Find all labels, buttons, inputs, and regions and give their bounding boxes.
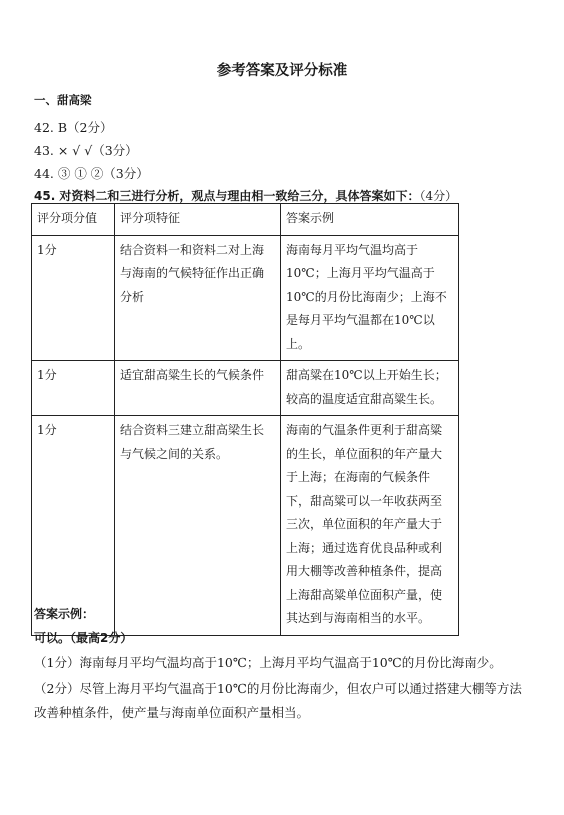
row-score: 1分 <box>32 416 115 636</box>
row-feature: 结合资料三建立甜高梁生长与气候之间的关系。 <box>115 416 281 636</box>
header-feature: 评分项特征 <box>115 204 281 236</box>
row-score: 1分 <box>32 235 115 361</box>
answer-44: 44. ③ ① ②（3分） <box>34 166 149 181</box>
row-feature: 适宜甜高粱生长的气候条件 <box>115 361 281 416</box>
table-row <box>32 361 459 416</box>
question-45 <box>34 187 457 204</box>
row-example: 海南的气温条件更利于甜高粱的生长，单位面积的年产量大于上海；在海南的气候条件下，甜高粱可以一年收获两至三次，单位面积的年产量大于上海；通过选育优良品种或利用大棚等改善种植条件，提高上海甜高粱单位面积产量，使其达到与海南相当的水平。 <box>281 416 459 636</box>
answer-42: 42. B（2分） <box>34 120 113 135</box>
scoring-table <box>31 203 459 636</box>
page-title: 参考答案及评分标准 <box>216 63 348 79</box>
answer-point-1: （1分）海南每月平均气温均高于10℃；上海月平均气温高于10℃的月份比海南少。 <box>34 655 502 670</box>
row-example: 甜高粱在10℃以上开始生长；较高的温度适宜甜高粱生长。 <box>281 361 459 416</box>
question-45-text: 45. 对资料二和三进行分析，观点与理由相一致给三分，具体答案如下： <box>34 189 420 203</box>
answer-point-2: （2分）尽管上海月平均气温高于10℃的月份比海南少，但农户可以通过搭建大棚等方法改善种植条件，使产量与海南单位面积产量相当。 <box>34 681 522 720</box>
header-example: 答案示例 <box>281 204 459 236</box>
row-score: 1分 <box>32 361 115 416</box>
section-heading: 一、甜高梁 <box>34 93 92 107</box>
table-row <box>32 416 459 636</box>
question-45-points: （4分） <box>419 189 458 203</box>
table-header-row <box>32 204 459 236</box>
answer-conclusion: 可以。（最高2分） <box>34 631 133 645</box>
answer-43: 43. × √ √（3分） <box>34 143 138 158</box>
row-feature: 结合资料一和资料二对上海与海南的气候特征作出正确分析 <box>115 235 281 361</box>
answer-example-heading: 答案示例： <box>34 607 95 621</box>
table-row <box>32 235 459 361</box>
header-score: 评分项分值 <box>32 204 115 236</box>
row-example: 海南每月平均气温均高于10℃；上海月平均气温高于10℃的月份比海南少；上海不是每月平均气温都在10℃以上。 <box>281 235 459 361</box>
